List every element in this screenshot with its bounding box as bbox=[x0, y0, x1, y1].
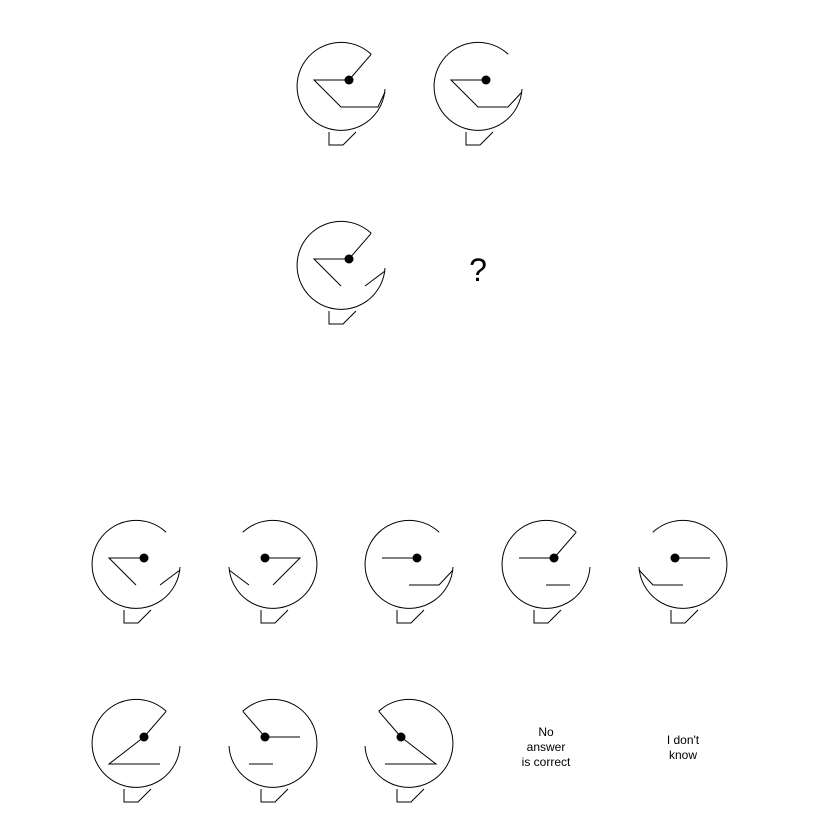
gauge-pivot bbox=[261, 554, 270, 563]
gauge-needle bbox=[554, 532, 576, 558]
gauge-ring bbox=[297, 42, 385, 130]
gauge-ring bbox=[92, 520, 180, 608]
gauge-base bbox=[397, 789, 424, 802]
gauge-base bbox=[261, 789, 288, 802]
gauge-ring bbox=[229, 699, 317, 787]
gauge-base bbox=[124, 789, 151, 802]
gauge-base bbox=[466, 132, 493, 145]
gauge-tail bbox=[160, 570, 180, 585]
gauge-base bbox=[124, 610, 151, 623]
gauge-tail bbox=[409, 570, 453, 585]
answer-option-7[interactable] bbox=[229, 699, 317, 802]
gauge-base bbox=[329, 311, 356, 324]
gauge-needle bbox=[144, 711, 166, 737]
answer-option-5[interactable] bbox=[639, 520, 727, 623]
gauge-pivot bbox=[671, 554, 680, 563]
answer-option-2[interactable] bbox=[229, 520, 317, 623]
gauge-tail bbox=[229, 570, 249, 585]
answer-option-6[interactable] bbox=[92, 699, 180, 802]
gauge-hand bbox=[385, 737, 436, 764]
gauge-hand bbox=[109, 737, 160, 764]
answer-option-4[interactable] bbox=[502, 520, 590, 623]
answer-option-dont-know[interactable]: I don't know bbox=[666, 733, 700, 762]
gauge-base bbox=[397, 610, 424, 623]
gauge-needle bbox=[243, 711, 265, 737]
gauge-ring bbox=[502, 520, 590, 608]
gauge-tail bbox=[365, 271, 385, 286]
answer-option-3[interactable] bbox=[365, 520, 453, 623]
gauge-ring bbox=[229, 520, 317, 608]
gauge-tail bbox=[639, 570, 683, 585]
gauge-hand bbox=[109, 558, 144, 585]
gauge-ring bbox=[297, 221, 385, 309]
gauge-pivot bbox=[482, 76, 491, 85]
gauge-needle bbox=[349, 233, 371, 259]
gauge-pivot bbox=[413, 554, 422, 563]
gauge-pivot bbox=[140, 554, 149, 563]
missing-cell-question-mark: ? bbox=[469, 252, 487, 288]
gauge-needle bbox=[349, 54, 371, 80]
matrix-cell-1-2 bbox=[434, 42, 522, 145]
gauge-needle bbox=[379, 711, 401, 737]
gauge-ring bbox=[639, 520, 727, 608]
gauge-ring bbox=[365, 520, 453, 608]
gauge-ring bbox=[434, 42, 522, 130]
gauge-base bbox=[329, 132, 356, 145]
gauge-base bbox=[671, 610, 698, 623]
gauge-hand bbox=[265, 558, 300, 585]
answer-option-8[interactable] bbox=[365, 699, 453, 802]
matrix-cell-2-1 bbox=[297, 221, 385, 324]
gauge-base bbox=[261, 610, 288, 623]
matrix-cell-1-1 bbox=[297, 42, 385, 145]
gauge-base bbox=[534, 610, 561, 623]
answer-option-1[interactable] bbox=[92, 520, 180, 623]
gauge-hand bbox=[314, 259, 349, 286]
answer-option-no-answer[interactable]: No answer is correct bbox=[521, 725, 571, 769]
